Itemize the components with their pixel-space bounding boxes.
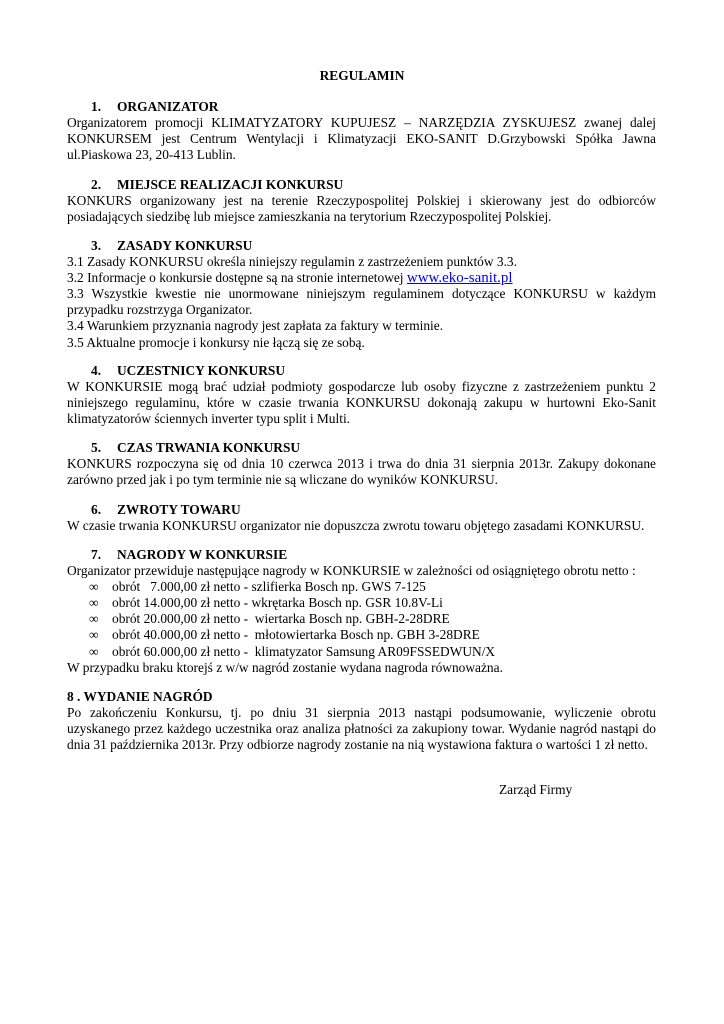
- section-heading: 3. ZASADY KONKURSU: [91, 238, 253, 253]
- section-text: KONKURS rozpoczyna się od dnia 10 czerwca 2013 i trwa do dnia 31 sierpnia 2013r. Zakupy dokonane zarówno przed jak i po tym terminie nie są wliczane do wyników KONKURSU.: [67, 456, 656, 488]
- section-rules: [67, 238, 656, 351]
- infinity-bullet-icon: ∞: [89, 627, 99, 643]
- document-title: REGULAMIN: [319, 68, 405, 83]
- section-prize-delivery: [67, 689, 656, 753]
- prize-item: ∞ obrót 20.000,00 zł netto - wiertarka Bosch np. GBH-2-28DRE: [89, 611, 450, 627]
- section-prizes: [67, 547, 656, 676]
- infinity-bullet-icon: ∞: [89, 611, 99, 627]
- infinity-bullet-icon: ∞: [89, 643, 99, 659]
- prize-item: ∞ obrót 40.000,00 zł netto - młotowiertarka Bosch np. GBH 3-28DRE: [89, 627, 480, 643]
- section-heading: 6. ZWROTY TOWARU: [91, 502, 241, 517]
- section-text: Organizatorem promocji KLIMATYZATORY KUPUJESZ – NARZĘDZIA ZYSKUJESZ zwanej dalej KONKURSEM jest Centrum Wentylacji i Klimatyzacji EKO-SANIT D.Grzybowski Spółka Jawna ul.Piaskowa 23, 20-413 Lublin.: [67, 115, 656, 163]
- prize-list: [67, 579, 656, 659]
- section-heading: 7. NAGRODY W KONKURSIE: [91, 547, 288, 562]
- section-text: KONKURS organizowany jest na terenie Rzeczypospolitej Polskiej i skierowany jest do odbiorców posiadających siedzibę lub miejsce zamieszkania na terytorium Rzeczypospolitej Polskiej.: [67, 193, 656, 225]
- section-heading: 4. UCZESTNICY KONKURSU: [91, 363, 286, 378]
- section-participants: [67, 363, 656, 427]
- prize-item: ∞ obrót 60.000,00 zł netto - klimatyzator Samsung AR09FSSEDWUN/X: [89, 643, 496, 659]
- section-heading: 5. CZAS TRWANIA KONKURSU: [91, 440, 301, 455]
- section-organizer: [67, 99, 656, 163]
- section-text: Po zakończeniu Konkursu, tj. po dniu 31 sierpnia 2013 nastąpi podsumowanie, wyliczenie obrotu uzyskanego przez każdego uczestnika oraz analiza płatności za zakupiony towar. Wydanie nagród nastąpi do dnia 31 października 2013r. Przy odbiorze nagrody zostanie na nią wystawiona faktura o wartości 1 zł netto.: [67, 705, 656, 753]
- section-text: W czasie trwania KONKURSU organizator nie dopuszcza zwrotu towaru objętego zasadami KONKURSU.: [67, 518, 645, 534]
- infinity-bullet-icon: ∞: [89, 595, 99, 611]
- prize-item: ∞ obrót 7.000,00 zł netto - szlifierka Bosch np. GWS 7-125: [89, 579, 426, 595]
- section-heading: 8 . WYDANIE NAGRÓD: [67, 689, 213, 704]
- prizes-intro: Organizator przewiduje następujące nagrody w KONKURSIE w zależności od osiągniętego obrotu netto :: [67, 563, 636, 579]
- section-heading: 1. ORGANIZATOR: [91, 99, 219, 114]
- prize-item: ∞ obrót 14.000,00 zł netto - wkrętarka Bosch np. GSR 10.8V-Li: [89, 595, 443, 611]
- rule-3-5: 3.5 Aktualne promocje i konkursy nie łączą się ze sobą.: [67, 334, 365, 350]
- section-text: W KONKURSIE mogą brać udział podmioty gospodarcze lub osoby fizyczne z zastrzeżeniem punktu 2 niniejszego regulaminu, które w czasie trwania KONKURSU dokonają zakupu w hurtowni Eko-Sanit klimatyzatorów ściennych inverter typu split i Multi.: [67, 379, 656, 427]
- website-link[interactable]: www.eko-sanit.pl: [406, 270, 513, 287]
- infinity-bullet-icon: ∞: [89, 579, 99, 595]
- rule-3-1: 3.1 Zasady KONKURSU określa niniejszy regulamin z zastrzeżeniem punktów 3.3.: [67, 254, 517, 270]
- prizes-outro: W przypadku braku ktorejś z w/w nagród zostanie wydana nagroda równoważna.: [67, 659, 503, 675]
- section-location: [67, 177, 656, 225]
- section-heading: 2. MIEJSCE REALIZACJI KONKURSU: [91, 177, 344, 192]
- rule-3-2: 3.2 Informacje o konkursie dostępne są na stronie internetowej www.eko-sanit.pl: [67, 270, 513, 287]
- section-duration: [67, 440, 656, 488]
- rule-3-4: 3.4 Warunkiem przyznania nagrody jest zapłata za faktury w terminie.: [67, 318, 444, 334]
- signature: Zarząd Firmy: [499, 782, 573, 797]
- rule-3-3: 3.3 Wszystkie kwestie nie unormowane niniejszym regulaminem dotyczące KONKURSU w każdym przypadku rozstrzyga Organizator.: [67, 286, 656, 318]
- section-returns: [67, 502, 656, 534]
